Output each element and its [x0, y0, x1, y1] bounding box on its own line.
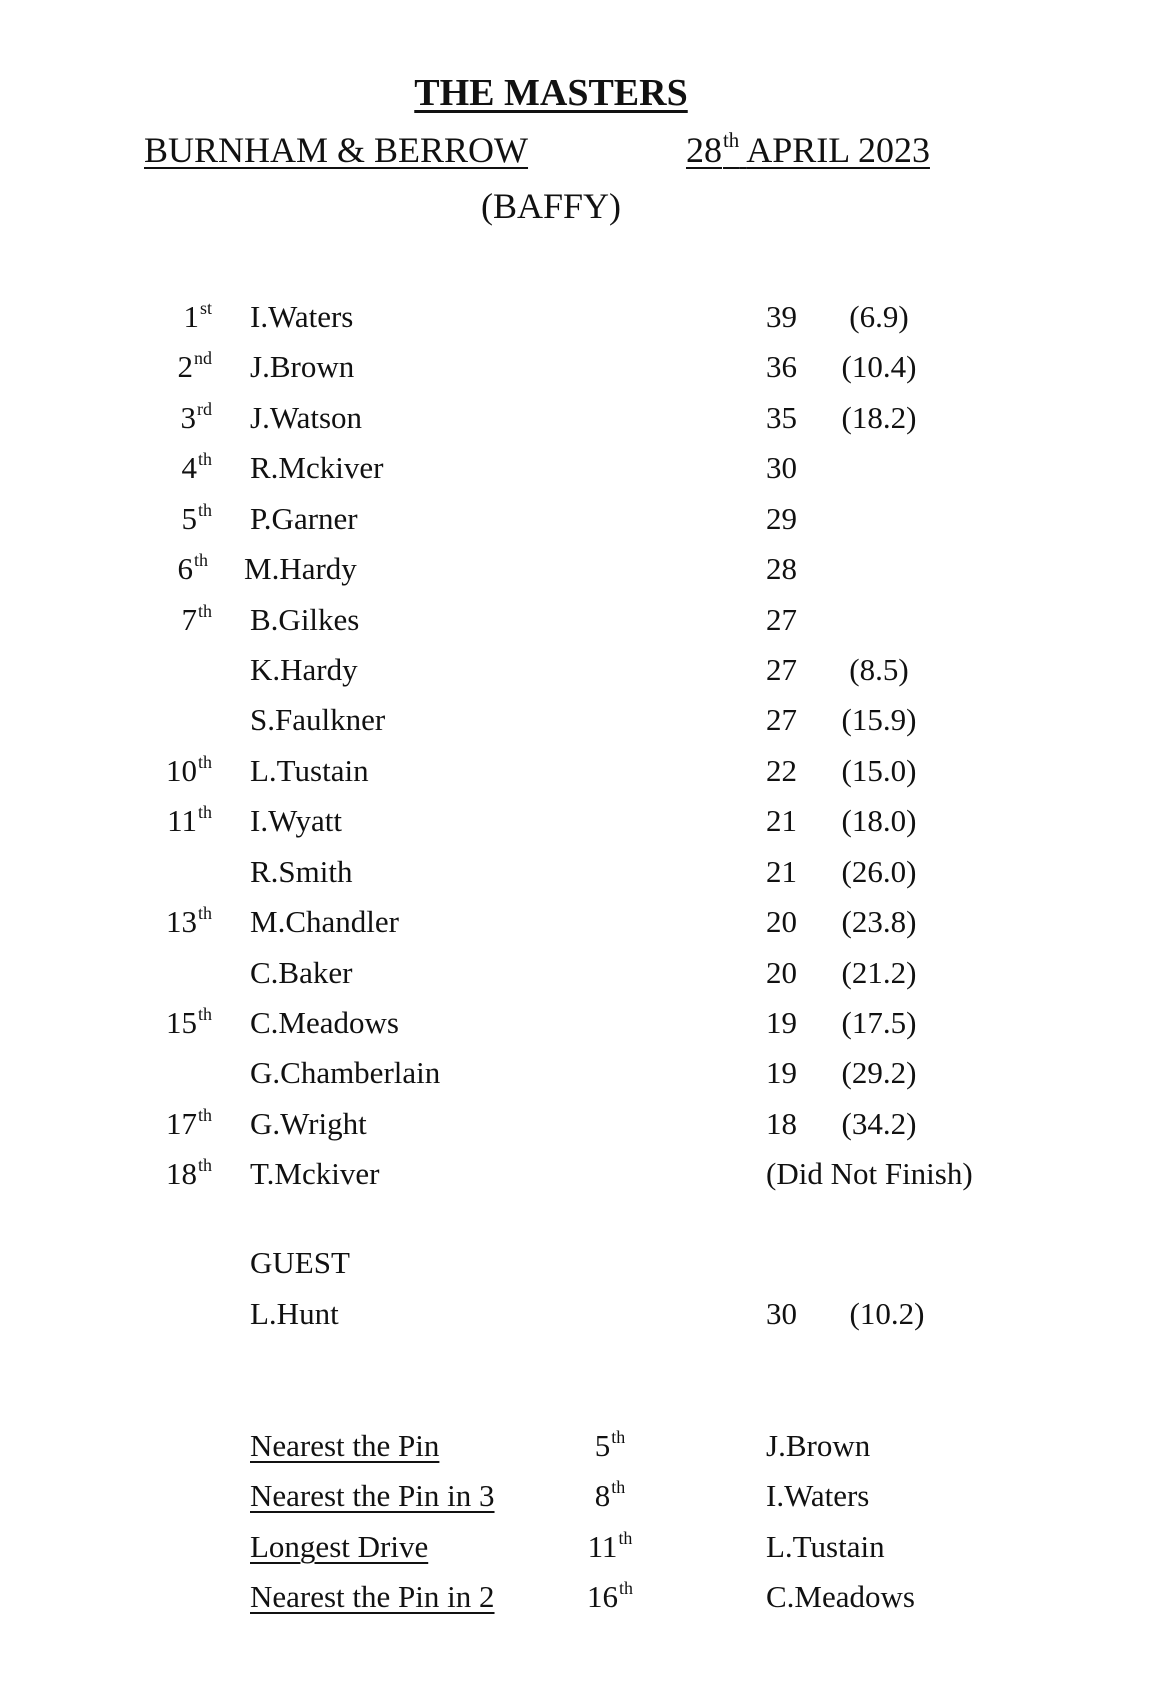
player-score: 35: [766, 400, 797, 435]
hole-number: 8: [594, 1478, 611, 1513]
player-status: (Did Not Finish): [766, 1156, 973, 1191]
position: [166, 1004, 212, 1040]
result-row: [0, 957, 1152, 1007]
position: [180, 399, 212, 435]
format-subtitle: (BAFFY): [480, 186, 622, 226]
award-hole: [560, 1477, 660, 1513]
page-title: THE MASTERS: [414, 72, 688, 114]
award-label: Nearest the Pin in 2: [250, 1579, 495, 1614]
player-name: R.Mckiver: [250, 450, 384, 485]
result-row: [0, 1004, 1152, 1057]
player-handicap: (26.0): [841, 854, 917, 889]
player-handicap: (17.5): [841, 1005, 917, 1040]
award-label: Nearest the Pin in 3: [250, 1478, 495, 1513]
position-suffix: th: [198, 500, 212, 521]
player-name: G.Wright: [250, 1106, 367, 1141]
award-winner: L.Tustain: [766, 1529, 885, 1564]
player-name: S.Faulkner: [250, 702, 386, 737]
player-handicap: (15.9): [841, 702, 917, 737]
player-score: 28: [766, 551, 797, 586]
player-name: C.Baker: [250, 955, 353, 990]
result-row: [0, 856, 1152, 906]
position-suffix: th: [198, 1155, 212, 1176]
player-score: 30: [766, 450, 797, 485]
result-row: [0, 654, 1152, 704]
position-suffix: th: [198, 1105, 212, 1126]
result-row: [0, 802, 1152, 855]
player-score: 19: [766, 1055, 797, 1090]
player-score: 36: [766, 349, 797, 384]
result-row: [0, 1105, 1152, 1158]
player-score: 29: [766, 501, 797, 536]
position: [166, 903, 212, 939]
position-number: 11: [167, 803, 198, 838]
position: [181, 601, 212, 637]
position-suffix: th: [198, 601, 212, 622]
hole-suffix: th: [611, 1427, 626, 1448]
result-row: [0, 704, 1152, 754]
player-name: L.Tustain: [250, 753, 369, 788]
player-handicap: (21.2): [841, 955, 917, 990]
player-score: 18: [766, 1106, 797, 1141]
position: [166, 1105, 212, 1141]
player-score: 22: [766, 753, 797, 788]
position-suffix: th: [198, 752, 212, 773]
player-score: 20: [766, 904, 797, 939]
position-number: 5: [181, 501, 198, 536]
result-row: [0, 752, 1152, 805]
player-handicap: (34.2): [841, 1106, 917, 1141]
award-winner: I.Waters: [766, 1478, 870, 1513]
player-name: B.Gilkes: [250, 602, 360, 637]
guest-score: 30: [766, 1296, 797, 1331]
position: [181, 500, 212, 536]
position-suffix: th: [198, 1004, 212, 1025]
hole-number: 11: [587, 1529, 618, 1564]
position-number: 7: [181, 602, 198, 637]
position: [177, 348, 212, 384]
player-name: M.Chandler: [250, 904, 399, 939]
date-heading: [686, 127, 930, 170]
position-suffix: th: [198, 802, 212, 823]
award-hole: [560, 1578, 660, 1614]
position-number: 4: [181, 450, 198, 485]
hole-number: 5: [594, 1428, 611, 1463]
award-winner: C.Meadows: [766, 1579, 915, 1614]
result-row: [0, 298, 1152, 351]
player-score: 27: [766, 702, 797, 737]
position-number: 10: [166, 753, 198, 788]
position-number: 3: [180, 400, 197, 435]
guest-row: [0, 1298, 1152, 1348]
result-row: [0, 601, 1152, 654]
position: [166, 752, 212, 788]
player-name: R.Smith: [250, 854, 353, 889]
position-number: 6: [177, 551, 194, 586]
position: [167, 802, 212, 838]
hole-suffix: th: [619, 1578, 633, 1599]
player-handicap: (10.4): [841, 349, 917, 384]
result-row: [0, 348, 1152, 401]
player-name: J.Watson: [250, 400, 363, 435]
player-handicap: (15.0): [841, 753, 917, 788]
result-row: [0, 399, 1152, 452]
player-name: J.Brown: [250, 349, 355, 384]
guest-name: L.Hunt: [250, 1296, 339, 1331]
player-name: G.Chamberlain: [250, 1055, 441, 1090]
player-score: 27: [766, 602, 797, 637]
position-suffix: rd: [197, 399, 212, 420]
date-suffix: th: [723, 127, 740, 152]
date-day: 28: [686, 130, 722, 170]
hole-suffix: th: [611, 1477, 626, 1498]
award-hole: [560, 1427, 660, 1463]
result-row: [0, 550, 1152, 603]
player-score: 39: [766, 299, 797, 334]
player-handicap: (8.5): [849, 652, 909, 687]
position-suffix: th: [198, 449, 212, 470]
result-row: [0, 449, 1152, 502]
date-month-year: APRIL 2023: [746, 130, 930, 170]
position-number: 1: [183, 299, 199, 334]
venue-heading: BURNHAM & BERROW: [144, 130, 529, 170]
player-handicap: (6.9): [849, 299, 909, 334]
player-handicap: (23.8): [841, 904, 917, 939]
award-hole: [560, 1528, 660, 1564]
player-score: 21: [766, 854, 797, 889]
award-label: Nearest the Pin: [250, 1428, 440, 1463]
award-winner: J.Brown: [766, 1428, 871, 1463]
result-row: [0, 500, 1152, 553]
player-name: C.Meadows: [250, 1005, 399, 1040]
position-number: 17: [166, 1106, 198, 1141]
player-handicap: (18.0): [841, 803, 917, 838]
position-suffix: nd: [194, 348, 212, 369]
player-score: 20: [766, 955, 797, 990]
result-row: [0, 1057, 1152, 1107]
player-name: I.Wyatt: [250, 803, 342, 838]
position-number: 13: [166, 904, 198, 939]
hole-suffix: th: [618, 1528, 633, 1549]
guest-heading: GUEST: [250, 1245, 350, 1280]
position: [166, 1155, 212, 1191]
position-number: 18: [166, 1156, 198, 1191]
player-name: M.Hardy: [244, 551, 357, 586]
position-number: 15: [166, 1005, 198, 1040]
player-name: P.Garner: [250, 501, 358, 536]
guest-handicap: (10.2): [849, 1296, 925, 1331]
position-suffix: th: [198, 903, 212, 924]
result-row: [0, 1155, 1152, 1208]
position-suffix: st: [200, 298, 212, 319]
hole-number: 16: [587, 1579, 618, 1614]
position-number: 2: [177, 349, 194, 384]
result-row: [0, 903, 1152, 956]
player-score: 19: [766, 1005, 797, 1040]
award-label: Longest Drive: [250, 1529, 429, 1564]
position: [183, 298, 213, 334]
position: [177, 550, 208, 586]
player-score: 21: [766, 803, 797, 838]
player-score: 27: [766, 652, 797, 687]
player-name: T.Mckiver: [250, 1156, 380, 1191]
player-name: K.Hardy: [250, 652, 358, 687]
player-name: I.Waters: [250, 299, 354, 334]
player-handicap: (18.2): [841, 400, 917, 435]
position: [181, 449, 212, 485]
position-suffix: th: [194, 550, 208, 571]
player-handicap: (29.2): [841, 1055, 917, 1090]
